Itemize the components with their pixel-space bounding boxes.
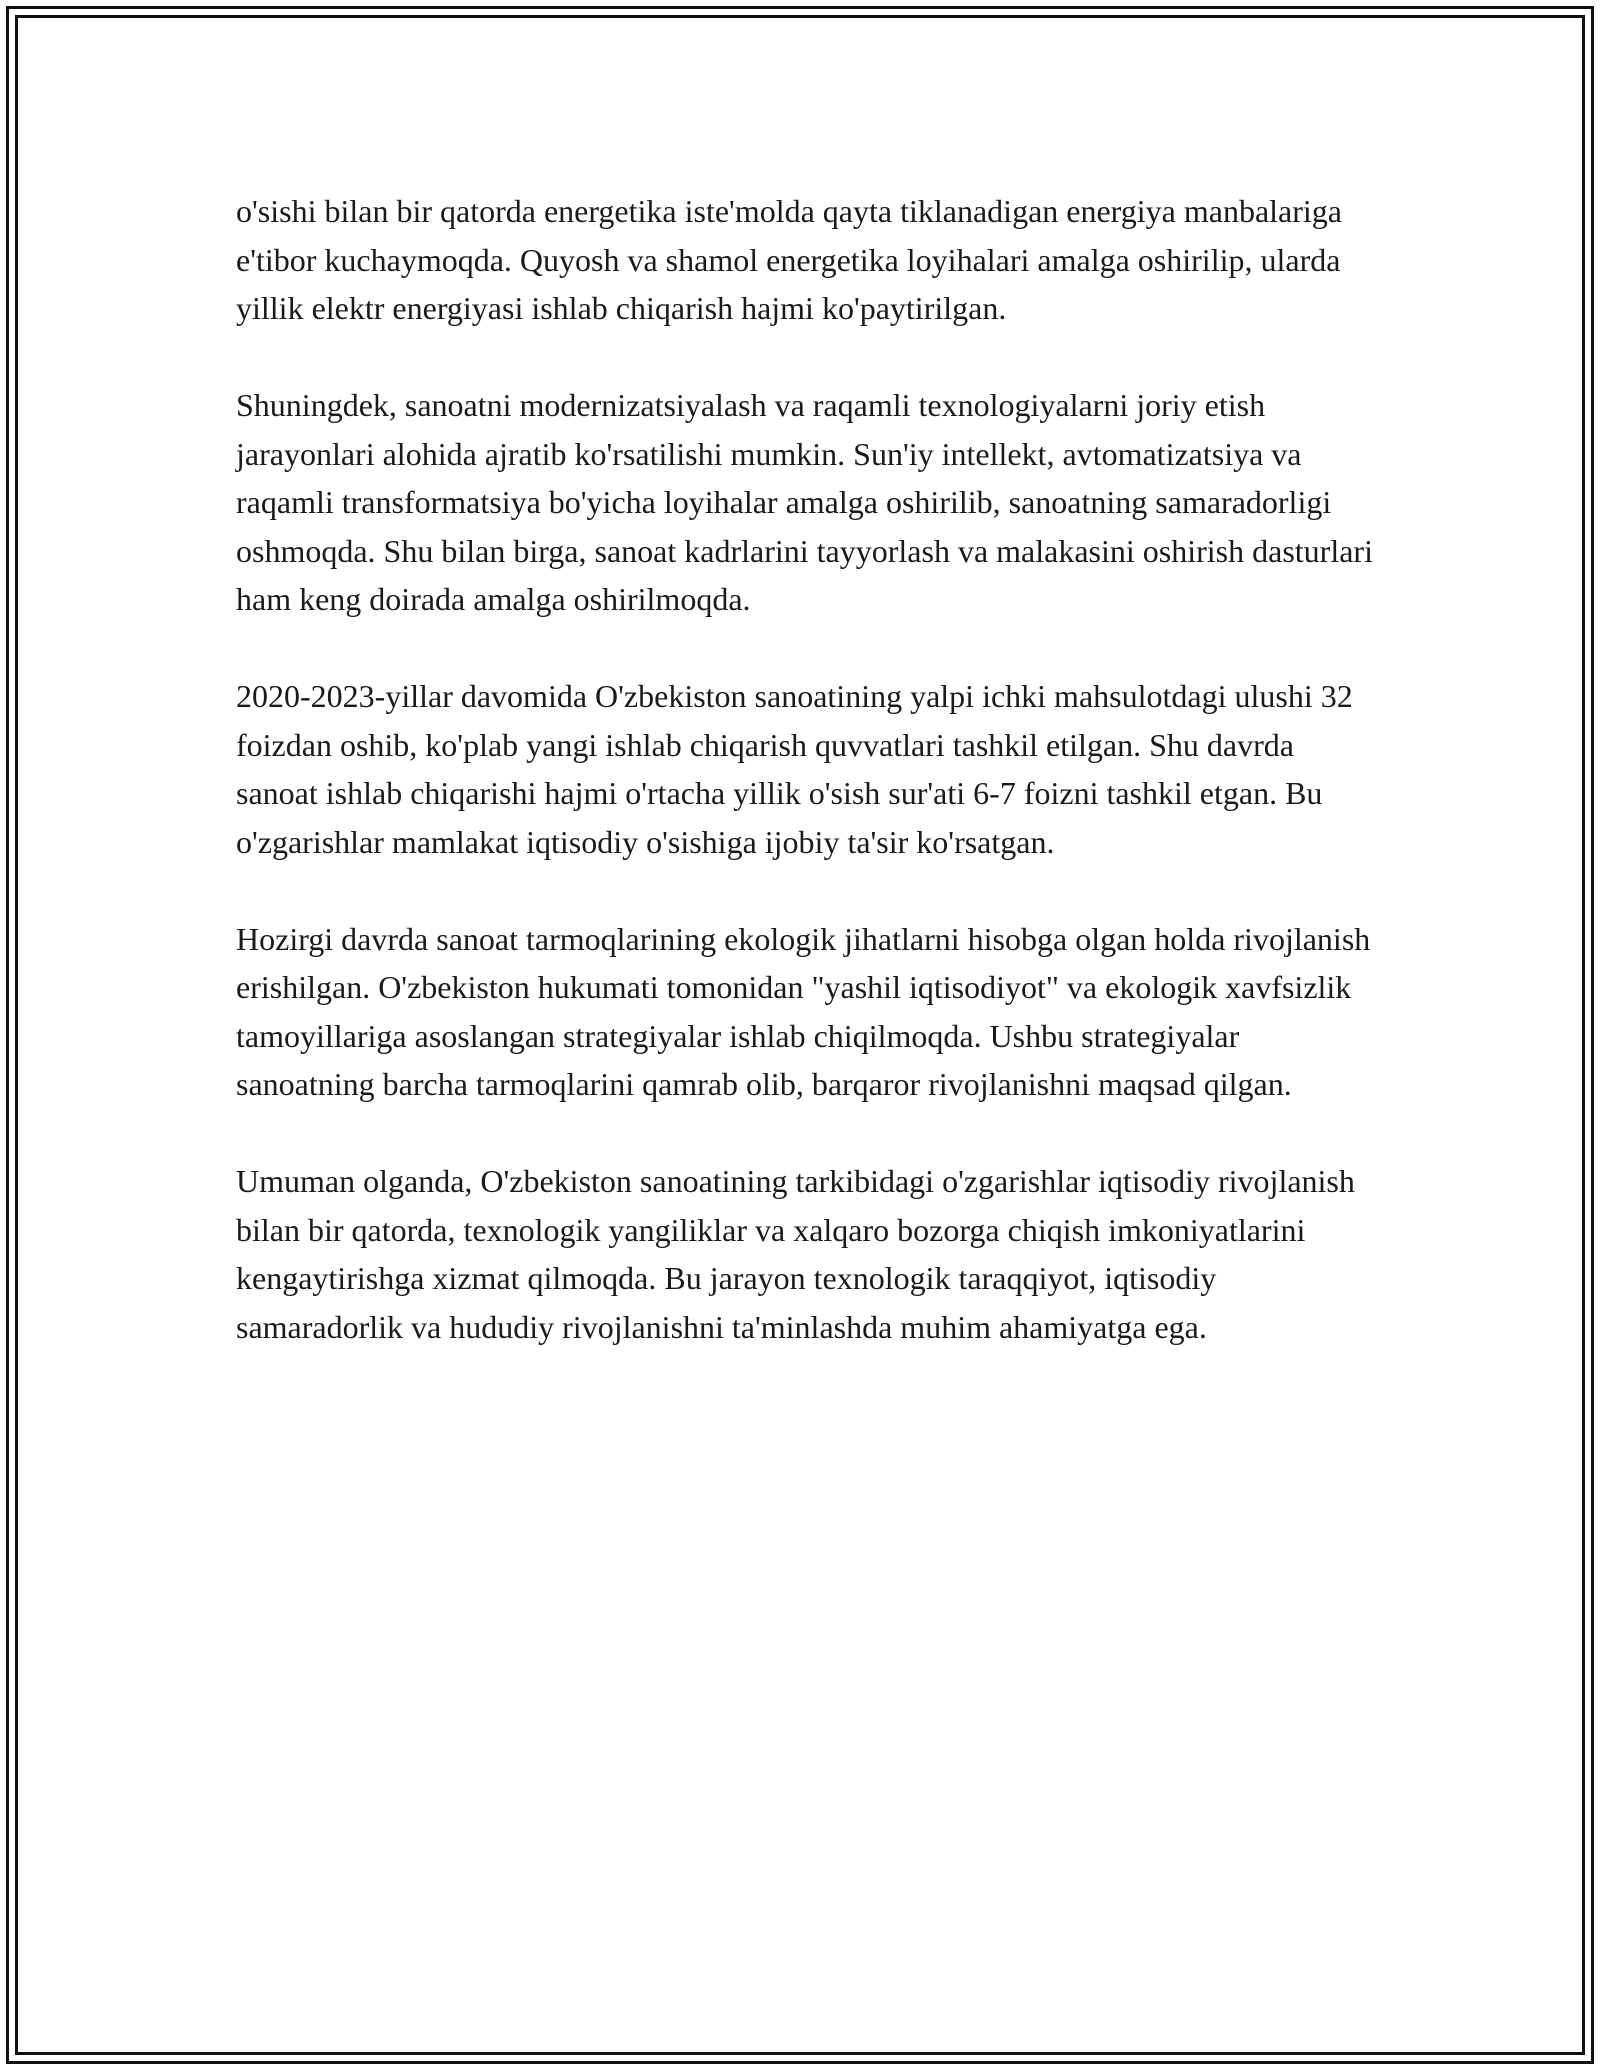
document-body xyxy=(236,187,1376,1400)
paragraph-ecology: Hozirgi davrda sanoat tarmoqlarining ekologik jihatlarni hisobga olgan holda rivojlanish erishilgan. O'zbekiston hukumati tomonidan "yashil iqtisodiyot" va ekologik xavfsizlik tamoyillariga asoslangan strategiyalar ishlab chiqilmoqda. Ushbu strategiyalar sanoatning barcha tarmoqlarini qamrab olib, barqaror rivojlanishni maqsad qilgan. xyxy=(236,920,1371,1102)
paragraph-renewable-energy: o'sishi bilan bir qatorda energetika iste'molda qayta tiklanadigan energiya manbalariga e'tibor kuchaymoqda. Quyosh va shamol energetika loyihalari amalga oshirilip, ularda yillik elektr energiyasi ishlab chiqarish hajmi ko'paytirilgan. xyxy=(236,193,1342,326)
paragraph-conclusion: Umuman olganda, O'zbekiston sanoatining tarkibidagi o'zgarishlar iqtisodiy rivojlanish bilan bir qatorda, texnologik yangiliklar va xalqaro bozorga chiqish imkoniyatlarini kengaytirishga xizmat qilmoqda. Bu jarayon texnologik taraqqiyot, iqtisodiy samaradorlik va hududiy rivojlanishni ta'minlashda muhim ahamiyatga ega. xyxy=(236,1163,1355,1345)
paragraph-modernization: Shuningdek, sanoatni modernizatsiyalash va raqamli texnologiyalarni joriy etish jarayonlari alohida ajratib ko'rsatilishi mumkin. Sun'iy intellekt, avtomatizatsiya va raqamli transformatsiya bo'yicha loyihalar amalga oshirilib, sanoatning samaradorligi oshmoqda. Shu bilan birga, sanoat kadrlarini tayyorlash va malakasini oshirish dasturlari ham keng doirada amalga oshirilmoqda. xyxy=(236,387,1373,617)
paragraph-industry-growth: 2020-2023-yillar davomida O'zbekiston sanoatining yalpi ichki mahsulotdagi ulushi 32 foizdan oshib, ko'plab yangi ishlab chiqarish quvvatlari tashkil etilgan. Shu davrda sanoat ishlab chiqarishi hajmi o'rtacha yillik o'sish sur'ati 6-7 foizni tashkil etgan. Bu o'zgarishlar mamlakat iqtisodiy o'sishiga ijobiy ta'sir ko'rsatgan. xyxy=(236,678,1353,860)
